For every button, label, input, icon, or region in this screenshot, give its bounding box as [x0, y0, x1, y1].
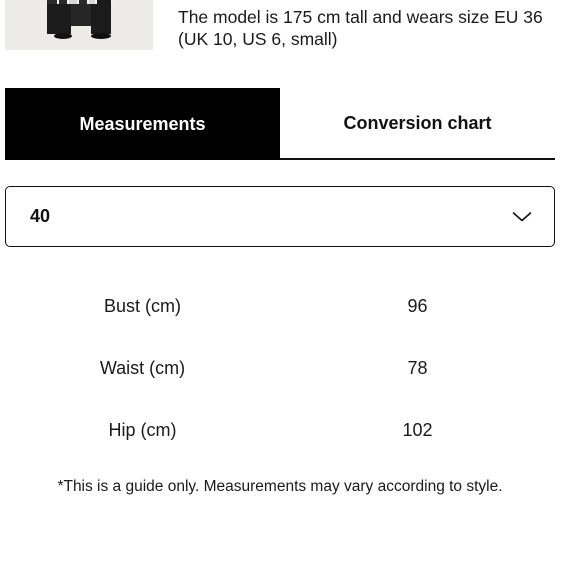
- size-select-value: 40: [30, 206, 51, 226]
- measurement-label: Waist (cm): [99, 357, 186, 378]
- model-description: The model is 175 cm tall and wears size EU 36 (UK 10, US 6, small): [178, 7, 543, 49]
- tab-measurements[interactable]: [5, 88, 280, 160]
- tab-conversion-chart[interactable]: [280, 88, 555, 160]
- model-figure-image: [41, 0, 119, 40]
- model-photo[interactable]: [5, 0, 153, 50]
- table-row: [5, 399, 555, 461]
- tab-measurements-label: Measurements: [79, 113, 206, 134]
- guide-note: *This is a guide only. Measurements may vary according to style.: [57, 478, 503, 495]
- size-select[interactable]: [5, 186, 555, 247]
- measurement-label: Bust (cm): [103, 295, 181, 316]
- tab-conversion-chart-label: Conversion chart: [343, 112, 492, 133]
- measurement-value: 96: [407, 295, 428, 316]
- measurements-table: [5, 275, 555, 461]
- measurement-value: 78: [407, 357, 428, 378]
- size-guide-tabs: [5, 88, 555, 160]
- chevron-down-icon: [512, 211, 532, 223]
- measurement-value: 102: [402, 419, 433, 440]
- model-info: [0, 0, 580, 60]
- table-row: [5, 275, 555, 337]
- measurement-label: Hip (cm): [108, 419, 177, 440]
- table-row: [5, 337, 555, 399]
